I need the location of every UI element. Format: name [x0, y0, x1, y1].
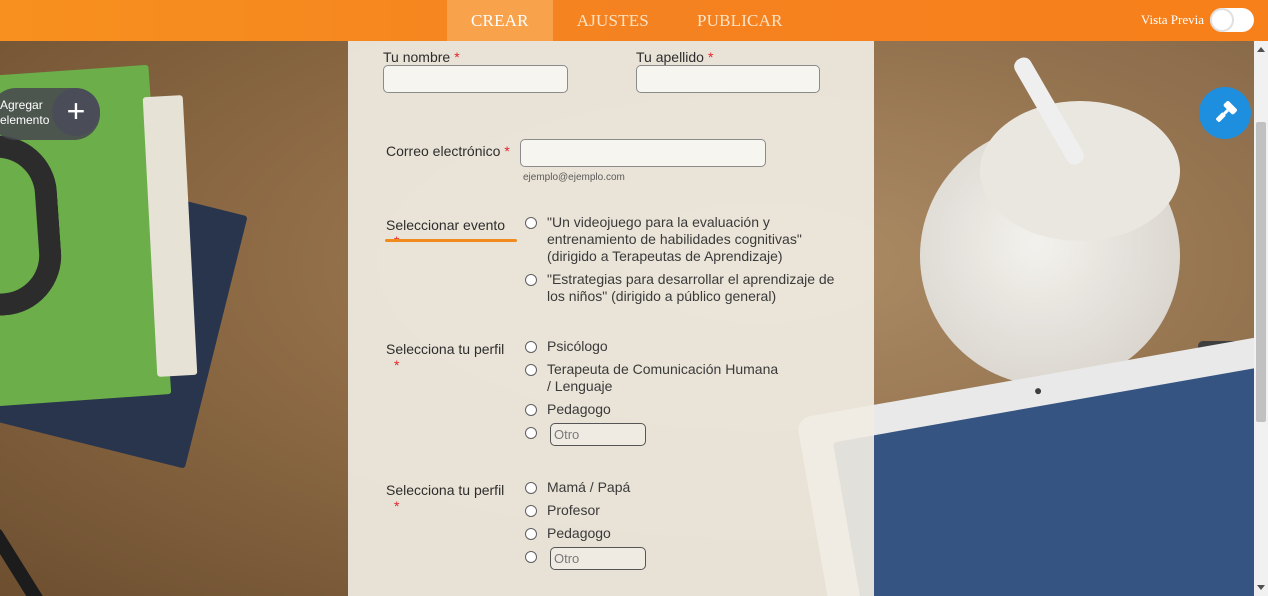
profile-option-other[interactable]: [525, 424, 537, 439]
radio-button[interactable]: [525, 274, 537, 286]
radio-button[interactable]: [525, 364, 537, 376]
email-hint: ejemplo@ejemplo.com: [523, 172, 625, 183]
email-input[interactable]: [520, 139, 766, 167]
preview-toggle[interactable]: [1210, 8, 1254, 32]
profile-option-label[interactable]: Mamá / Papá: [547, 479, 631, 495]
profile-option[interactable]: [525, 338, 825, 355]
scroll-up-arrow-icon[interactable]: [1257, 47, 1265, 52]
radio-button[interactable]: [525, 404, 537, 416]
plus-icon[interactable]: +: [52, 88, 100, 136]
profile-option-label[interactable]: Pedagogo: [547, 525, 611, 541]
radio-button[interactable]: [525, 217, 537, 229]
first-name-input[interactable]: [383, 65, 568, 93]
tab-ajustes[interactable]: AJUSTES: [576, 11, 649, 30]
other-input[interactable]: Otro: [550, 547, 646, 570]
profile-label: Selecciona tu perfil: [386, 341, 505, 357]
pen-graphic: [0, 526, 47, 596]
preview-control: [1141, 8, 1254, 32]
top-navigation-bar: [0, 0, 1268, 41]
profile-option[interactable]: [525, 525, 825, 542]
profile-label: Selecciona tu perfil: [386, 482, 505, 498]
last-name-label: Tu apellido *: [636, 49, 714, 65]
preview-label: Vista Previa: [1140, 12, 1204, 27]
radio-button[interactable]: [525, 528, 537, 540]
profile-option-other[interactable]: [525, 548, 537, 563]
toggle-knob: [1212, 10, 1232, 30]
event-option[interactable]: [525, 271, 845, 305]
event-option-label[interactable]: "Un videojuego para la evaluación y entrenamiento de habilidades cognitivas" (dirigido a Terapeutas de Aprendizaje): [547, 214, 802, 264]
scroll-down-arrow-icon[interactable]: [1257, 585, 1265, 590]
radio-button[interactable]: [525, 427, 537, 439]
main-tabs: [447, 0, 807, 41]
radio-button[interactable]: [525, 341, 537, 353]
form-designer-button[interactable]: [1199, 87, 1251, 139]
profile-option[interactable]: [525, 479, 825, 496]
first-name-label: Tu nombre *: [383, 49, 460, 65]
last-name-input[interactable]: [636, 65, 820, 93]
event-option[interactable]: [525, 214, 845, 265]
tab-publicar[interactable]: PUBLICAR: [696, 11, 783, 30]
radio-button[interactable]: [525, 505, 537, 517]
form-panel: [348, 41, 874, 596]
event-label: Seleccionar evento: [386, 217, 506, 233]
profile-option[interactable]: [525, 502, 825, 519]
profile-option[interactable]: [525, 401, 825, 418]
active-field-underline: [385, 239, 517, 242]
profile-option-label[interactable]: Terapeuta de Comunicación Humana / Lenguaje: [547, 361, 779, 394]
profile-required-mark: *: [394, 498, 400, 514]
add-element-control[interactable]: [0, 88, 100, 140]
profile-required-mark: *: [394, 357, 400, 373]
profile-option-label[interactable]: Profesor: [547, 502, 600, 518]
profile-option[interactable]: [525, 361, 785, 395]
scroll-thumb[interactable]: [1256, 122, 1266, 422]
page-scrollbar[interactable]: [1254, 41, 1268, 596]
profile-option-label[interactable]: Psicólogo: [547, 338, 608, 354]
email-label: Correo electrónico *: [386, 143, 510, 159]
other-input[interactable]: Otro: [550, 423, 646, 446]
event-option-label[interactable]: "Estrategias para desarrollar el aprendizaje de los niños" (dirigido a público general): [547, 271, 835, 304]
radio-button[interactable]: [525, 482, 537, 494]
paint-roller-icon: [1212, 100, 1238, 126]
background-veil: [874, 41, 1254, 596]
tab-crear[interactable]: CREAR: [447, 0, 553, 41]
profile-option-label[interactable]: Pedagogo: [547, 401, 611, 417]
radio-button[interactable]: [525, 551, 537, 563]
add-element-label[interactable]: Agregar elemento: [0, 98, 50, 127]
